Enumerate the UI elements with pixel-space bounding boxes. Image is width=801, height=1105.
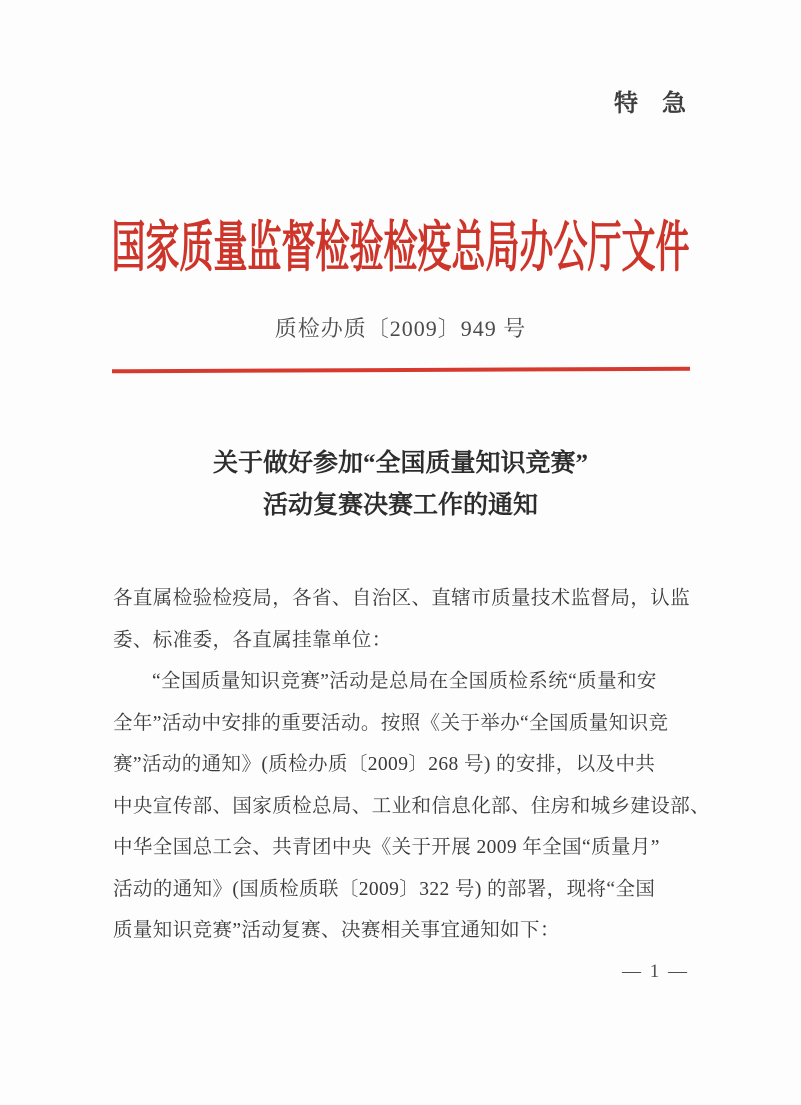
document-title-line-2: 活动复赛决赛工作的通知 [262,492,538,519]
document-body [113,578,711,952]
document-title [0,443,801,527]
document-title-line-1: 关于做好参加“全国质量知识竞赛” [212,450,588,477]
salutation-line: 各直属检验检疫局，各省、自治区、直辖市质量技术监督局，认监 [113,588,691,609]
body-line: 全年”活动中安排的重要活动。按照《关于举办“全国质量知识竞 [113,712,669,734]
body-line: 活动的通知》(国质检质联〔2009〕322 号) 的部署，现将“全国 [113,878,656,900]
document-reference-number: 质检办质〔2009〕949 号 [274,316,527,341]
salutation-line: 委、标准委，各直属挂靠单位： [113,629,392,651]
issuing-organization-header: 国家质量监督检验检疫总局办公厅文件 [111,219,690,280]
urgency-label: 特 急 [614,91,686,117]
body-line: 中央宣传部、国家质检总局、工业和信息化部、住房和城乡建设部、 [113,795,711,817]
page-number: — 1 — [622,961,689,982]
body-line: 质量知识竞赛”活动复赛、决赛相关事宜通知如下： [113,920,560,941]
body-line: 赛”活动的通知》(质检办质〔2009〕268 号) 的安排，以及中共 [113,754,656,775]
body-line: 中华全国总工会、共青团中央《关于开展 2009 年全国“质量月” [113,837,660,858]
body-line: “全国质量知识竞赛”活动是总局在全国质检系统“质量和安 [152,671,657,692]
red-separator-line [112,367,690,374]
